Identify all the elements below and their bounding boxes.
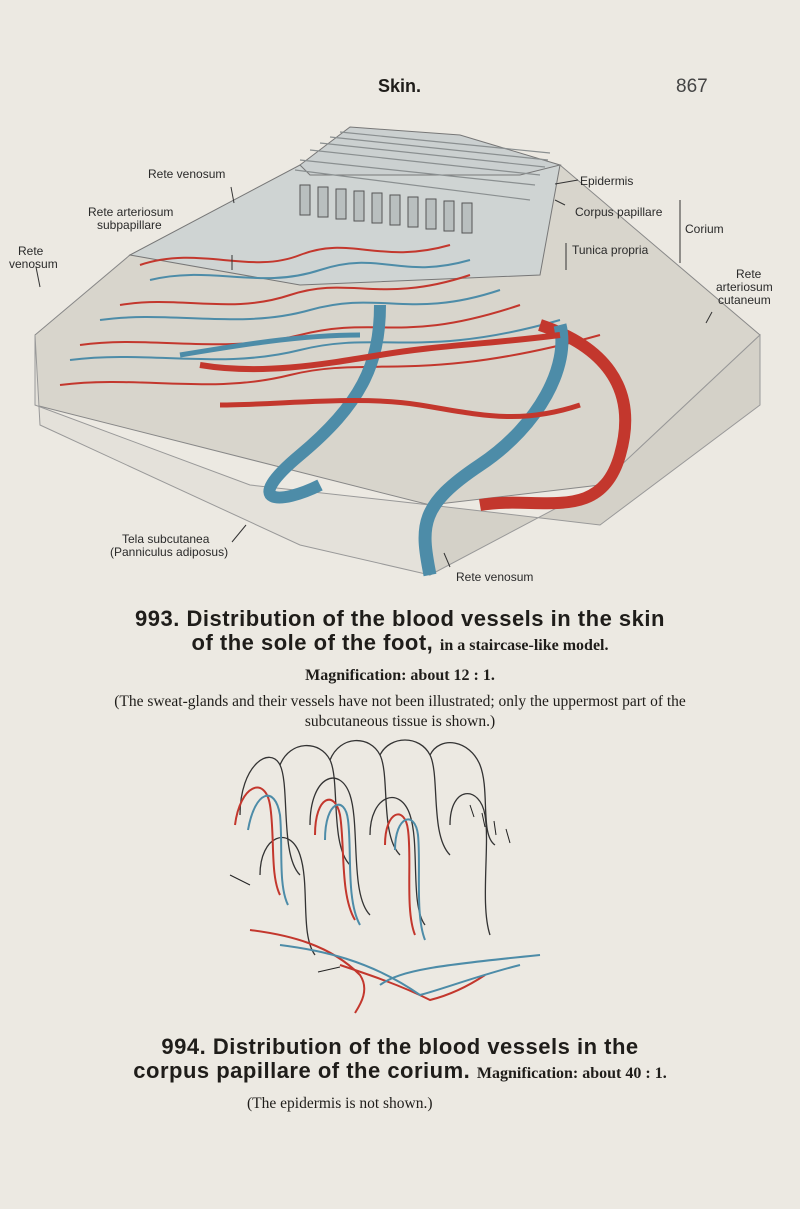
figure-994-title-1: Distribution of the blood vessels in the <box>212 1034 639 1059</box>
page-section-title: Skin. <box>378 76 422 96</box>
figure-994-title-2: corpus papillare of the corium. <box>133 1058 471 1083</box>
figure-993-number: 993. <box>135 606 180 631</box>
figure-993-illustration <box>0 105 800 595</box>
papillary-venules <box>248 796 540 995</box>
label-rete-venosum-bottom: Rete venosum <box>456 570 534 584</box>
figure-993-caption <box>40 606 760 732</box>
papillae-vessels-drawing <box>220 735 570 1020</box>
page-number: 867 <box>676 76 708 97</box>
label-rete-venosum-top: Rete venosum <box>148 167 226 181</box>
label-corpus-papillare: Corpus papillare <box>575 205 663 219</box>
label-rete-arteriosum-subpapillare-2: subpapillare <box>97 218 162 232</box>
figure-994-title-line-2 <box>40 1058 760 1084</box>
figure-994-magnification: Magnification: about 40 : 1. <box>476 1065 667 1082</box>
label-rete-arteriosum-cutaneum-1: Rete <box>736 267 762 281</box>
label-rete-arteriosum-cutaneum-2: arteriosum <box>716 280 773 294</box>
figure-994-number: 994. <box>161 1034 207 1059</box>
label-epidermis: Epidermis <box>580 174 634 188</box>
skin-vessels-staircase-model <box>0 105 800 595</box>
label-rete-arteriosum-subpapillare-1: Rete arteriosum <box>88 205 174 219</box>
label-rete-venosum-left-1: Rete <box>18 244 44 258</box>
figure-994-title-line-1 <box>40 1034 760 1060</box>
figure-993-magnification: Magnification: about 12 : 1. <box>305 667 495 684</box>
figure-993-title-line-2 <box>40 630 760 656</box>
label-tunica-propria: Tunica propria <box>572 243 649 257</box>
label-panniculus-adiposus: (Panniculus adiposus) <box>110 545 229 559</box>
figure-993-note-2: subcutaneous tissue is shown.) <box>304 713 496 730</box>
figure-994-caption <box>40 1034 760 1114</box>
label-corium: Corium <box>685 222 724 236</box>
figure-993-title-small: in a staircase-like model. <box>439 637 609 654</box>
figure-994-illustration <box>220 735 570 1020</box>
label-tela-subcutanea: Tela subcutanea <box>122 532 210 546</box>
label-rete-venosum-left-2: venosum <box>9 257 58 271</box>
figure-994-note: (The epidermis is not shown.) <box>247 1095 433 1112</box>
epidermis-top-face <box>300 127 560 175</box>
figure-993-note-1: (The sweat-glands and their vessels have not been illustrated; only the uppermost part of the <box>114 693 686 710</box>
papillae-outlines <box>240 740 495 955</box>
papillary-arterioles <box>235 788 485 1013</box>
figure-993-title-2: of the sole of the foot, <box>191 630 434 655</box>
figure-993-title-line-1 <box>40 606 760 632</box>
label-rete-arteriosum-cutaneum-3: cutaneum <box>718 293 771 307</box>
figure-993-title-1: Distribution of the blood vessels in the skin <box>186 606 665 631</box>
